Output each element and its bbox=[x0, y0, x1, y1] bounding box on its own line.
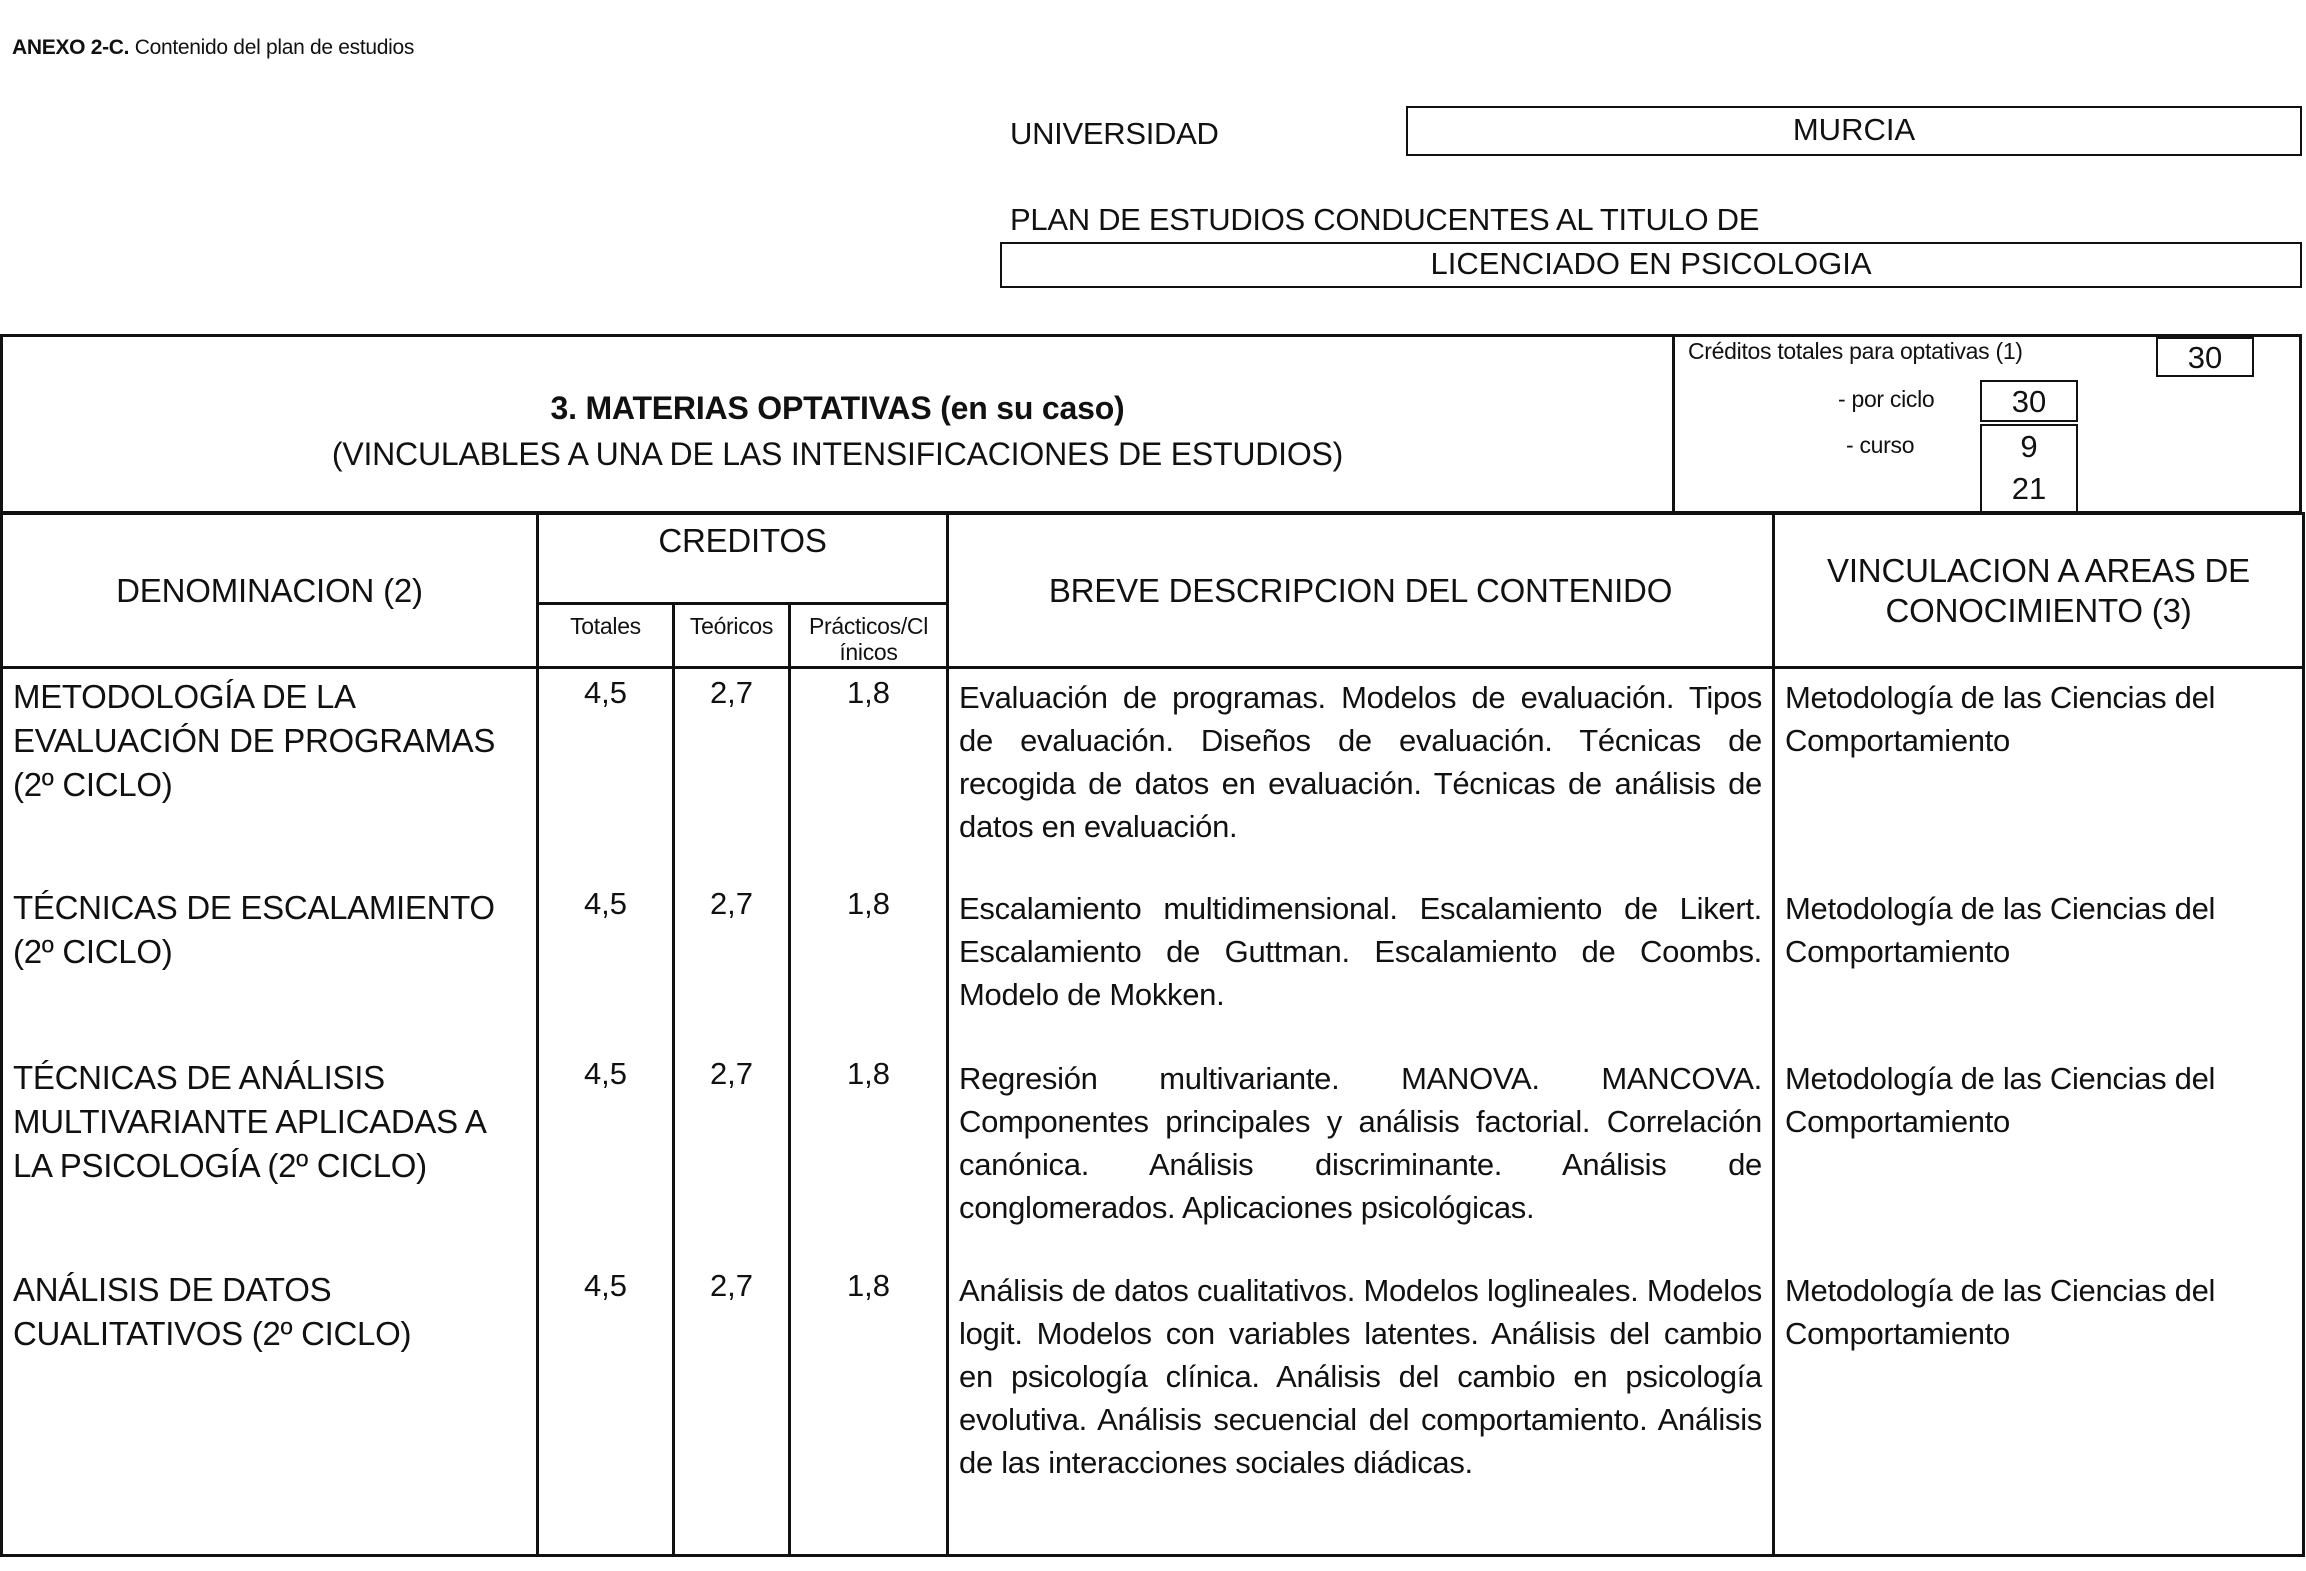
header-practicos-line1: Prácticos/Cl bbox=[808, 613, 929, 639]
header-totales: Totales bbox=[538, 604, 674, 668]
section-header-divider bbox=[1672, 334, 1675, 514]
knowledge-area: Metodología de las Ciencias del Comportamiento bbox=[1774, 880, 2304, 1050]
knowledge-area: Metodología de las Ciencias del Comportamiento bbox=[1774, 1050, 2304, 1262]
section-subtitle: (VINCULABLES A UNA DE LAS INTENSIFICACIONES DE ESTUDIOS) bbox=[331, 436, 1344, 472]
credits-totales: 4,5 bbox=[538, 1262, 674, 1556]
section-title-bold: 3. MATERIAS OPTATIVAS bbox=[550, 390, 932, 426]
subject-description: Escalamiento multidimensional. Escalamiento de Likert. Escalamiento de Guttman. Escalamiento de Coombs. Modelo de Mokken. bbox=[948, 880, 1774, 1050]
knowledge-area: Metodología de las Ciencias del Comportamiento bbox=[1774, 1262, 2304, 1556]
subject-name: TÉCNICAS DE ANÁLISIS MULTIVARIANTE APLICADAS A LA PSICOLOGÍA (2º CICLO) bbox=[2, 1050, 538, 1262]
header-vinculacion: VINCULACION A AREAS DE CONOCIMIENTO (3) bbox=[1774, 514, 2304, 668]
subject-name: METODOLOGÍA DE LA EVALUACIÓN DE PROGRAMAS (2º CICLO) bbox=[2, 668, 538, 880]
credits-teoricos: 2,7 bbox=[674, 1262, 790, 1556]
university-label: UNIVERSIDAD bbox=[1010, 116, 1219, 151]
table-row bbox=[2, 880, 2304, 1050]
table-row bbox=[2, 668, 2304, 880]
section-title bbox=[3, 385, 1672, 477]
credits-teoricos: 2,7 bbox=[674, 880, 790, 1050]
per-cycle-value: 30 bbox=[1980, 380, 2078, 422]
credits-totales: 4,5 bbox=[538, 668, 674, 880]
subject-description: Regresión multivariante. MANOVA. MANCOVA. Componentes principales y análisis factorial. Correlación canónica. Análisis discriminante. Análisis de conglomerados. Aplicaciones psicológicas. bbox=[948, 1050, 1774, 1262]
credits-totales: 4,5 bbox=[538, 880, 674, 1050]
annex-text: Contenido del plan de estudios bbox=[134, 36, 415, 59]
header-denominacion: DENOMINACION (2) bbox=[2, 514, 538, 668]
table-row bbox=[2, 1262, 2304, 1556]
table-header-row bbox=[2, 514, 2304, 604]
header-creditos: CREDITOS bbox=[538, 514, 948, 604]
credits-practicos: 1,8 bbox=[790, 1262, 948, 1556]
total-credits-label: Créditos totales para optativas (1) bbox=[1688, 338, 2023, 364]
degree-title-box: LICENCIADO EN PSICOLOGIA bbox=[1000, 242, 2302, 288]
header-practicos bbox=[790, 604, 948, 668]
section-title-rest: (en su caso) bbox=[940, 390, 1125, 426]
per-course-label: - curso bbox=[1846, 432, 1915, 458]
header-teoricos: Teóricos bbox=[674, 604, 790, 668]
table-row bbox=[2, 1050, 2304, 1262]
per-course-box bbox=[1980, 424, 2078, 512]
credits-practicos: 1,8 bbox=[790, 1050, 948, 1262]
header-descripcion: BREVE DESCRIPCION DEL CONTENIDO bbox=[948, 514, 1774, 668]
credits-teoricos: 2,7 bbox=[674, 668, 790, 880]
subject-description: Análisis de datos cualitativos. Modelos loglineales. Modelos logit. Modelos con variables latentes. Análisis del cambio en psicología clínica. Análisis del cambio en psicología evolutiva. Análisis secuencial del comportamiento. Análisis de las interacciones sociales diádicas. bbox=[948, 1262, 1774, 1556]
credits-totales: 4,5 bbox=[538, 1050, 674, 1262]
plan-label: PLAN DE ESTUDIOS CONDUCENTES AL TITULO DE bbox=[1010, 202, 1760, 237]
annex-code: ANEXO 2-C. bbox=[12, 36, 130, 59]
subject-name: TÉCNICAS DE ESCALAMIENTO (2º CICLO) bbox=[2, 880, 538, 1050]
per-cycle-label: - por ciclo bbox=[1838, 386, 1935, 412]
credits-practicos: 1,8 bbox=[790, 668, 948, 880]
header-practicos-line2: ínicos bbox=[839, 639, 898, 665]
credits-practicos: 1,8 bbox=[790, 880, 948, 1050]
subject-description: Evaluación de programas. Modelos de evaluación. Tipos de evaluación. Diseños de evaluación. Técnicas de recogida de datos en evaluación. Técnicas de análisis de datos en evaluación. bbox=[948, 668, 1774, 880]
per-course-value-2: 21 bbox=[2011, 471, 2047, 506]
per-course-value-1: 9 bbox=[2020, 429, 2038, 464]
optional-subjects-table bbox=[0, 512, 2305, 1557]
total-credits-value: 30 bbox=[2156, 337, 2254, 377]
knowledge-area: Metodología de las Ciencias del Comportamiento bbox=[1774, 668, 2304, 880]
university-value-box: MURCIA bbox=[1406, 106, 2302, 156]
annex-caption bbox=[12, 36, 414, 60]
subject-name: ANÁLISIS DE DATOS CUALITATIVOS (2º CICLO) bbox=[2, 1262, 538, 1556]
credits-teoricos: 2,7 bbox=[674, 1050, 790, 1262]
